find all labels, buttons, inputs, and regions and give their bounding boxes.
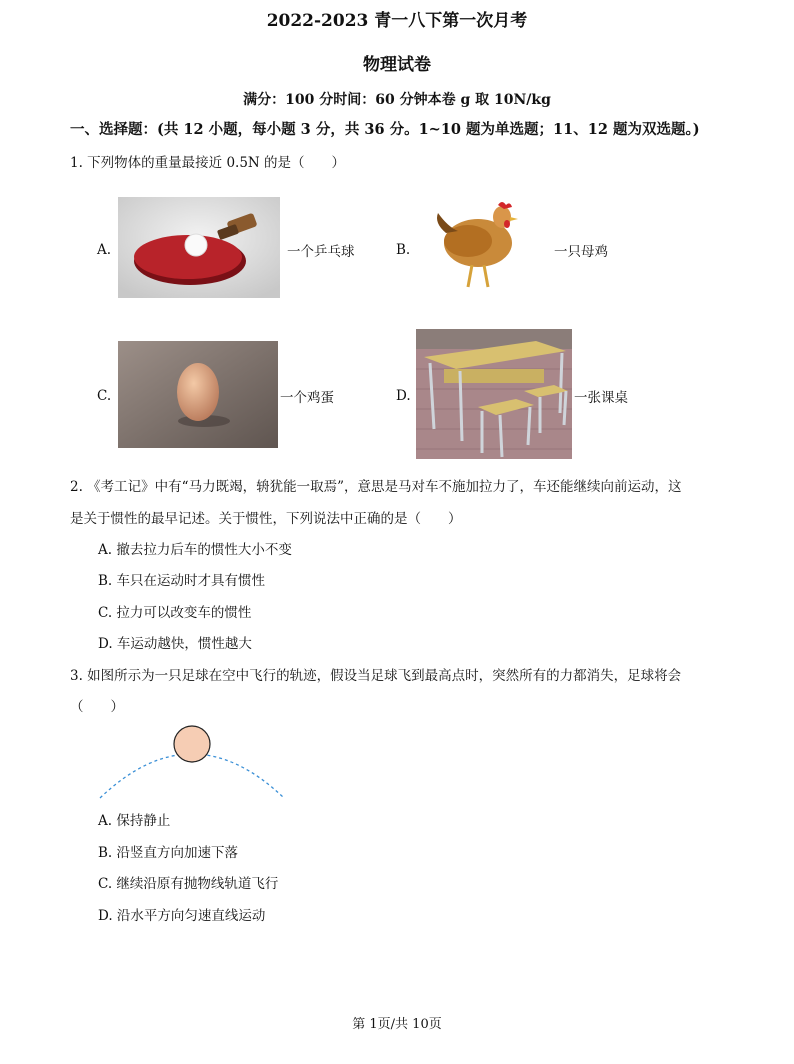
q1-option-a-letter: A. bbox=[97, 242, 112, 258]
ping-pong-paddle-photo bbox=[118, 197, 280, 298]
section-heading: 一、选择题：(共 12 小题，每小题 3 分，共 36 分。1~10 题为单选题；11、12 题为双选题。) bbox=[70, 121, 700, 138]
question-3-stem-line-1: 3. 如图所示为一只足球在空中飞行的轨迹，假设当足球飞到最高点时，突然所有的力都消失，足球将会 bbox=[70, 668, 682, 684]
q1-option-d-letter: D. bbox=[396, 388, 411, 404]
q1-option-c-letter: C. bbox=[97, 388, 112, 404]
football-trajectory-figure bbox=[96, 720, 292, 802]
q3-option-a: A. 保持静止 bbox=[98, 813, 171, 829]
q1-option-d-caption: 一张课桌 bbox=[574, 390, 628, 406]
q3-option-b: B. 沿竖直方向加速下落 bbox=[98, 845, 239, 861]
trajectory-diagram bbox=[96, 720, 292, 802]
q1-option-b-caption: 一只母鸡 bbox=[554, 244, 608, 260]
q1-option-c-caption: 一个鸡蛋 bbox=[280, 390, 334, 406]
question-2-stem-line-2: 是关于惯性的最早记述。关于惯性，下列说法中正确的是（ ） bbox=[70, 511, 462, 527]
exam-subtitle: 物理试卷 bbox=[363, 55, 431, 75]
desk-icon bbox=[416, 329, 572, 459]
question-3-stem-line-2: （ ） bbox=[70, 699, 124, 715]
egg-photo bbox=[118, 341, 278, 448]
q3-option-d: D. 沿水平方向匀速直线运动 bbox=[98, 908, 266, 924]
ping-pong-paddle-icon bbox=[118, 197, 280, 298]
q2-option-b: B. 车只在运动时才具有惯性 bbox=[98, 573, 266, 589]
q2-option-c: C. 拉力可以改变车的惯性 bbox=[98, 605, 252, 621]
q2-option-d: D. 车运动越快，惯性越大 bbox=[98, 636, 252, 652]
desk-photo bbox=[416, 329, 572, 459]
q2-option-a: A. 撤去拉力后车的惯性大小不变 bbox=[98, 542, 292, 558]
exam-title: 2022-2023 青一八下第一次月考 bbox=[266, 11, 528, 31]
hen-icon bbox=[428, 193, 523, 293]
egg-icon bbox=[118, 341, 278, 448]
question-1-stem: 1. 下列物体的重量最接近 0.5N 的是（ ） bbox=[70, 155, 346, 171]
question-2-stem-line-1: 2. 《考工记》中有“马力既竭，辀犹能一取焉”，意思是马对车不施加拉力了，车还能继续向前运动，这 bbox=[70, 479, 682, 495]
football-icon bbox=[174, 726, 210, 762]
exam-info: 满分：100 分时间：60 分钟本卷 g 取 10N/kg bbox=[243, 92, 551, 108]
q1-option-b-letter: B. bbox=[396, 242, 411, 258]
page-number: 第 1页/共 10页 bbox=[352, 1017, 442, 1032]
hen-photo bbox=[428, 193, 523, 293]
q3-option-c: C. 继续沿原有抛物线轨道飞行 bbox=[98, 876, 279, 892]
q1-option-a-caption: 一个乒乓球 bbox=[287, 244, 355, 260]
